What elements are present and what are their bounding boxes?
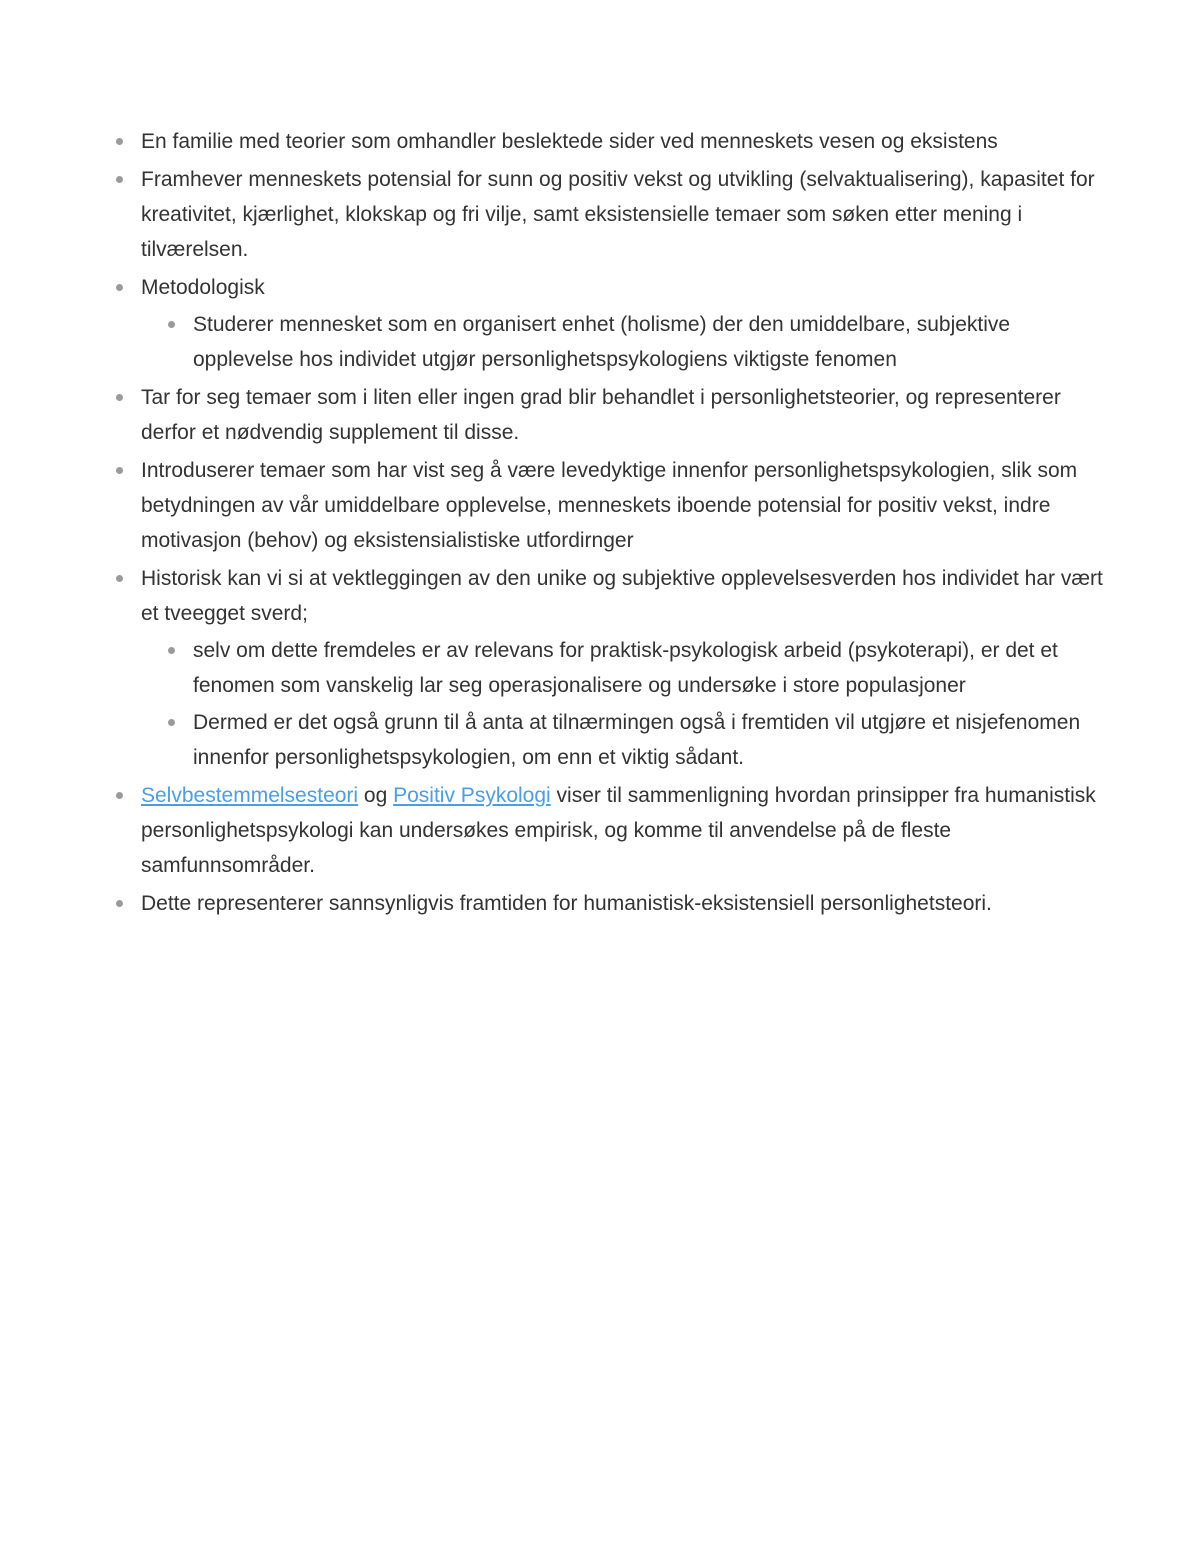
sub-list-item-text: selv om dette fremdeles er av relevans for praktisk-psykologisk arbeid (psykoterapi), er det et fenomen som vanskelig lar seg operasjonalisere og undersøke i store populasjoner bbox=[193, 639, 1058, 697]
bullet-icon bbox=[168, 647, 175, 654]
sub-list-item bbox=[168, 705, 1116, 775]
sub-list-item bbox=[168, 307, 1116, 377]
bullet-icon bbox=[116, 284, 123, 291]
list-item-text: Historisk kan vi si at vektleggingen av den unike og subjektive opplevelsesverden hos individet har vært et tveegget sverd; bbox=[141, 567, 1103, 625]
bullet-icon bbox=[116, 575, 123, 582]
sub-list-item-text: Studerer mennesket som en organisert enhet (holisme) der den umiddelbare, subjektive opplevelse hos individet utgjør personlighetspsykologiens viktigste fenomen bbox=[193, 313, 1011, 371]
bullet-icon bbox=[168, 719, 175, 726]
list-item-text: viser til sammenligning hvordan prinsipper fra humanistisk personlighetspsykologi kan undersøkes empirisk, og komme til anvendelse på de fleste samfunnsområder. bbox=[141, 784, 1096, 877]
bullet-icon bbox=[116, 792, 123, 799]
sub-list bbox=[168, 633, 1116, 775]
list-item bbox=[116, 380, 1116, 450]
sub-list-item bbox=[168, 633, 1116, 703]
list-item bbox=[116, 453, 1116, 558]
list-item-text: Metodologisk bbox=[141, 276, 265, 299]
list-item-text: Tar for seg temaer som i liten eller ingen grad blir behandlet i personlighetsteorier, og representerer derfor et nødvendig supplement til disse. bbox=[141, 386, 1061, 444]
bullet-icon bbox=[116, 900, 123, 907]
bullet-list bbox=[116, 124, 1116, 921]
list-item bbox=[116, 162, 1116, 267]
list-item-text: Dette representerer sannsynligvis framtiden for humanistisk-eksistensiell personlighetsteori. bbox=[141, 892, 992, 915]
bullet-icon bbox=[168, 321, 175, 328]
bullet-icon bbox=[116, 467, 123, 474]
bullet-icon bbox=[116, 394, 123, 401]
sub-list-item-text: Dermed er det også grunn til å anta at tilnærmingen også i fremtiden vil utgjøre et nisjefenomen innenfor personlighetspsykologien, om enn et viktig sådant. bbox=[193, 711, 1081, 769]
list-item bbox=[116, 561, 1116, 775]
link-positiv-psykologi[interactable]: Positiv Psykologi bbox=[393, 784, 551, 807]
list-item bbox=[116, 270, 1116, 377]
list-item-text: Framhever menneskets potensial for sunn og positiv vekst og utvikling (selvaktualisering), kapasitet for kreativitet, kjærlighet, klokskap og fri vilje, samt eksistensielle temaer som søken etter mening i tilværelsen. bbox=[141, 168, 1095, 261]
link-selvbestemmelsesteori[interactable]: Selvbestemmelsesteori bbox=[141, 784, 359, 807]
list-item-text: En familie med teorier som omhandler beslektede sider ved menneskets vesen og eksistens bbox=[141, 130, 998, 153]
document-body bbox=[116, 124, 1116, 924]
list-item-text-connector: og bbox=[358, 784, 394, 807]
bullet-icon bbox=[116, 176, 123, 183]
list-item bbox=[116, 778, 1116, 883]
list-item bbox=[116, 886, 1116, 921]
list-item bbox=[116, 124, 1116, 159]
list-item-text: Introduserer temaer som har vist seg å være levedyktige innenfor personlighetspsykologien, slik som betydningen av vår umiddelbare opplevelse, menneskets iboende potensial for positiv vekst, indre motivasjon (behov) og eksistensialistiske utfordirnger bbox=[141, 459, 1078, 552]
bullet-icon bbox=[116, 138, 123, 145]
sub-list bbox=[168, 307, 1116, 377]
